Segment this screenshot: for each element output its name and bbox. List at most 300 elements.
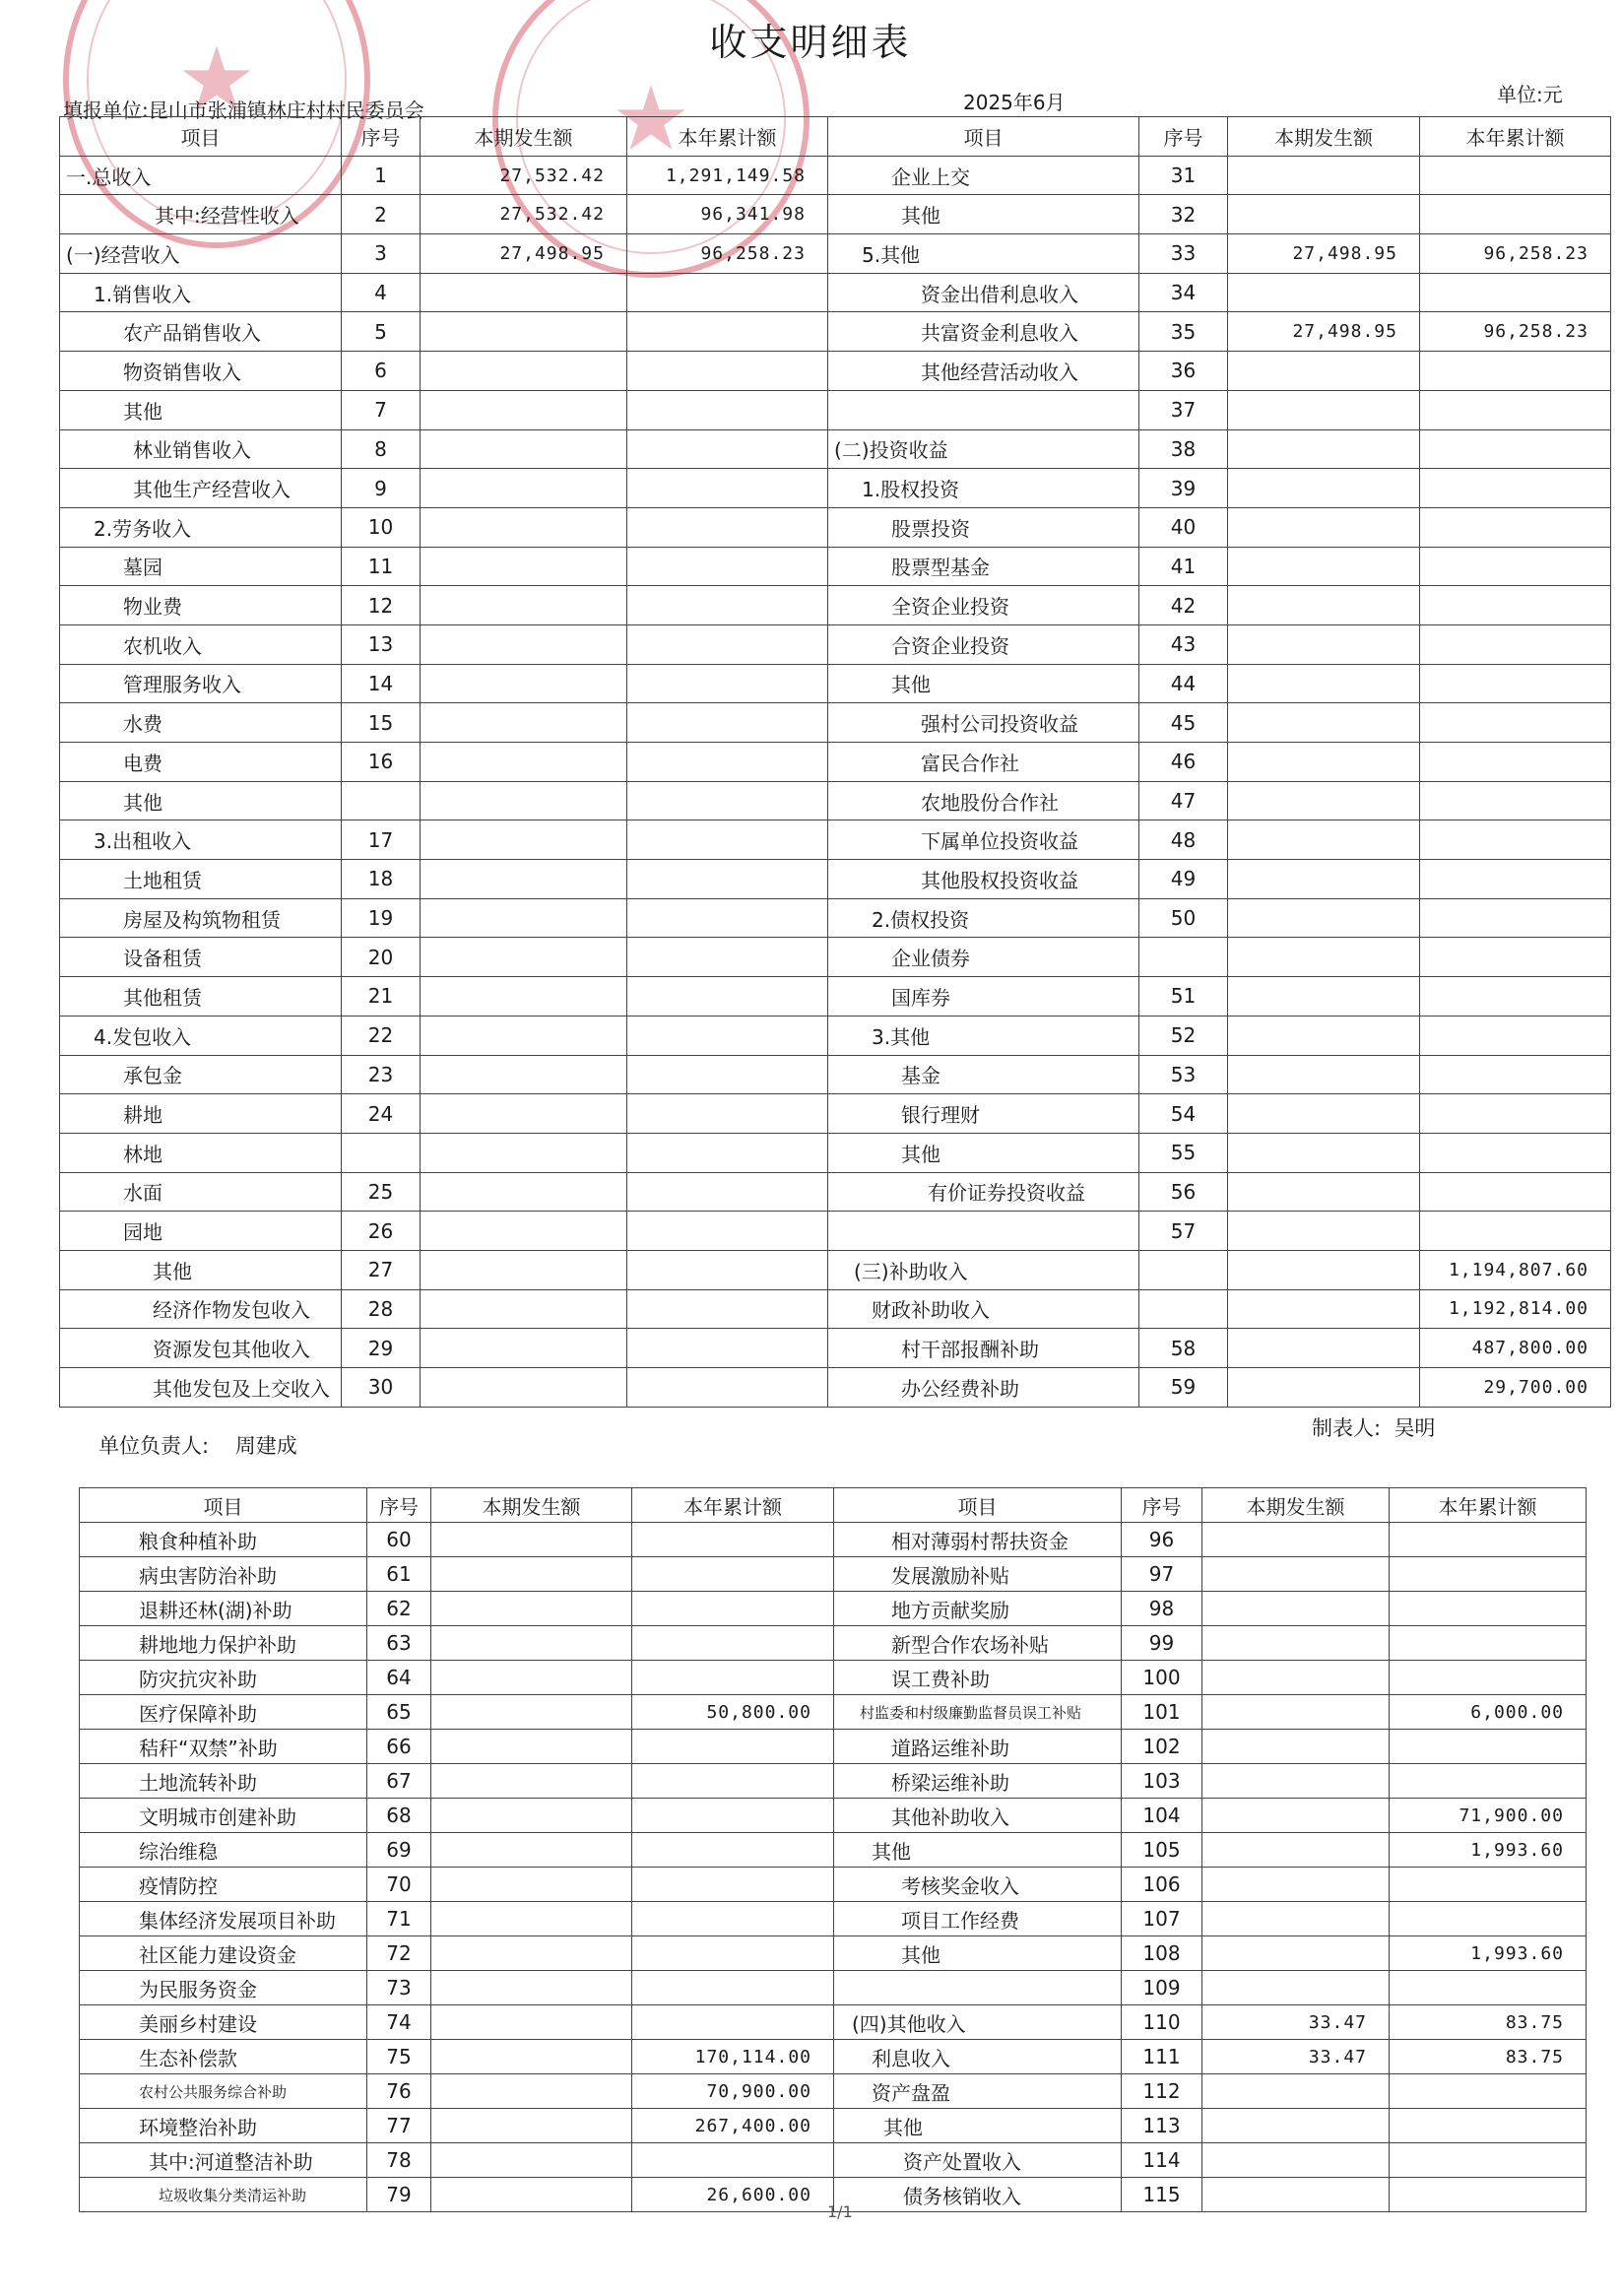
- right-period-cell: [1202, 2143, 1390, 2178]
- right-ytd-cell: [1390, 1557, 1587, 1592]
- right-ytd-cell: [1420, 156, 1611, 195]
- left-item-cell: 其他: [60, 390, 342, 429]
- table-row: [60, 507, 1611, 547]
- left-ytd-cell: [632, 1523, 834, 1557]
- left-period-cell: [431, 1695, 632, 1730]
- right-ytd-cell: [1390, 1902, 1587, 1936]
- right-ytd-cell: [1420, 352, 1611, 391]
- table-row: [60, 1368, 1611, 1408]
- right-seq-cell: 58: [1139, 1329, 1228, 1368]
- right-item-cell: 资金出借利息收入: [828, 273, 1139, 312]
- left-ytd-cell: [627, 469, 828, 508]
- right-ytd-cell: [1420, 469, 1611, 508]
- table-row: [80, 1971, 1587, 2005]
- left-seq-cell: 70: [367, 1868, 431, 1902]
- left-ytd-cell: [632, 1936, 834, 1971]
- left-ytd-cell: [627, 938, 828, 977]
- left-ytd-cell: [627, 743, 828, 782]
- right-item-cell: 相对薄弱村帮扶资金: [834, 1523, 1122, 1557]
- left-period-cell: [421, 469, 627, 508]
- left-period-cell: [431, 1936, 632, 1971]
- left-seq-cell: 76: [367, 2074, 431, 2109]
- right-seq-cell: 39: [1139, 469, 1228, 508]
- left-seq-cell: 21: [342, 977, 421, 1017]
- right-seq-cell: 47: [1139, 781, 1228, 820]
- left-period-cell: [431, 2178, 632, 2212]
- left-seq-cell: 12: [342, 586, 421, 625]
- table-row: [80, 1868, 1587, 1902]
- right-period-cell: 27,498.95: [1228, 234, 1420, 274]
- left-period-cell: [421, 1055, 627, 1094]
- left-item-cell: 其他生产经营收入: [60, 469, 342, 508]
- page-number: 1/1: [827, 2202, 853, 2221]
- right-item-cell: [828, 1212, 1139, 1251]
- right-seq-cell: 115: [1122, 2178, 1202, 2212]
- right-item-cell: 其他: [828, 664, 1139, 703]
- left-seq-cell: 73: [367, 1971, 431, 2005]
- right-period-cell: [1228, 507, 1420, 547]
- right-seq-cell: 96: [1122, 1523, 1202, 1557]
- right-seq-cell: 48: [1139, 820, 1228, 860]
- right-period-cell: [1228, 938, 1420, 977]
- left-seq-cell: 6: [342, 352, 421, 391]
- right-item-cell: 资产盘盈: [834, 2074, 1122, 2109]
- table-row: [80, 1833, 1587, 1868]
- right-item-cell: 村监委和村级廉勤监督员误工补贴: [834, 1695, 1122, 1730]
- left-seq-cell: 29: [342, 1329, 421, 1368]
- right-seq-cell: 50: [1139, 898, 1228, 938]
- right-seq-cell: 114: [1122, 2143, 1202, 2178]
- left-period-cell: [431, 1730, 632, 1764]
- right-seq-cell: 112: [1122, 2074, 1202, 2109]
- right-period-cell: [1202, 1626, 1390, 1661]
- right-period-cell: [1228, 547, 1420, 586]
- right-item-cell: 企业上交: [828, 156, 1139, 195]
- left-seq-cell: 2: [342, 195, 421, 234]
- right-period-cell: [1228, 743, 1420, 782]
- table-row: [80, 2074, 1587, 2109]
- right-ytd-cell: [1420, 507, 1611, 547]
- right-ytd-cell: 71,900.00: [1390, 1799, 1587, 1833]
- left-ytd-cell: [627, 586, 828, 625]
- left-period-cell: [431, 2040, 632, 2074]
- right-period-cell: [1202, 2178, 1390, 2212]
- right-seq-cell: 33: [1139, 234, 1228, 274]
- left-ytd-cell: [632, 1626, 834, 1661]
- left-period-cell: [431, 1557, 632, 1592]
- right-period-cell: [1228, 1368, 1420, 1408]
- right-item-cell: 农地股份合作社: [828, 781, 1139, 820]
- right-period-cell: [1202, 1868, 1390, 1902]
- left-seq-cell: 20: [342, 938, 421, 977]
- right-ytd-cell: [1420, 1094, 1611, 1134]
- left-item-cell: 为民服务资金: [80, 1971, 367, 2005]
- right-seq-cell: 42: [1139, 586, 1228, 625]
- right-item-cell: 其他股权投资收益: [828, 860, 1139, 899]
- right-ytd-cell: [1420, 624, 1611, 664]
- right-ytd-cell: [1420, 1172, 1611, 1212]
- left-period-cell: [421, 1212, 627, 1251]
- left-item-cell: 房屋及构筑物租赁: [60, 898, 342, 938]
- right-item-cell: 其他补助收入: [834, 1799, 1122, 1833]
- left-period-cell: [431, 2074, 632, 2109]
- right-seq-cell: 56: [1139, 1172, 1228, 1212]
- header-period: 本期发生额: [1228, 117, 1420, 157]
- table-row: [80, 1557, 1587, 1592]
- table-row: [60, 1250, 1611, 1289]
- left-ytd-cell: [627, 1055, 828, 1094]
- right-item-cell: 村干部报酬补助: [828, 1329, 1139, 1368]
- left-item-cell: 一.总收入: [60, 156, 342, 195]
- right-seq-cell: [1139, 1250, 1228, 1289]
- right-ytd-cell: 1,993.60: [1390, 1936, 1587, 1971]
- left-item-cell: 4.发包收入: [60, 1016, 342, 1055]
- right-ytd-cell: [1390, 1661, 1587, 1695]
- left-period-cell: [421, 1133, 627, 1172]
- table-row: [60, 938, 1611, 977]
- table-row: [60, 195, 1611, 234]
- right-seq-cell: 52: [1139, 1016, 1228, 1055]
- left-period-cell: [421, 312, 627, 352]
- right-period-cell: [1202, 1799, 1390, 1833]
- header-item: 项目: [828, 117, 1139, 157]
- left-ytd-cell: [627, 624, 828, 664]
- left-item-cell: 其他租赁: [60, 977, 342, 1017]
- left-period-cell: [431, 1971, 632, 2005]
- left-period-cell: [431, 1661, 632, 1695]
- right-ytd-cell: [1390, 1592, 1587, 1626]
- left-period-cell: [421, 586, 627, 625]
- left-ytd-cell: [627, 781, 828, 820]
- right-item-cell: 项目工作经费: [834, 1902, 1122, 1936]
- right-seq-cell: 31: [1139, 156, 1228, 195]
- header-seq: 序号: [1139, 117, 1228, 157]
- left-period-cell: 27,498.95: [421, 234, 627, 274]
- left-item-cell: 耕地地力保护补助: [80, 1626, 367, 1661]
- table-row: [60, 234, 1611, 274]
- left-seq-cell: 69: [367, 1833, 431, 1868]
- left-item-cell: 社区能力建设资金: [80, 1936, 367, 1971]
- right-ytd-cell: 1,192,814.00: [1420, 1289, 1611, 1329]
- left-seq-cell: 71: [367, 1902, 431, 1936]
- right-period-cell: [1228, 664, 1420, 703]
- left-item-cell: 防灾抗灾补助: [80, 1661, 367, 1695]
- left-period-cell: [431, 1764, 632, 1799]
- right-ytd-cell: [1420, 977, 1611, 1017]
- table-row: [80, 1764, 1587, 1799]
- right-ytd-cell: [1420, 664, 1611, 703]
- table-row: [80, 2005, 1587, 2040]
- left-seq-cell: 1: [342, 156, 421, 195]
- left-ytd-cell: [632, 2143, 834, 2178]
- table-row: [60, 781, 1611, 820]
- left-ytd-cell: [632, 2005, 834, 2040]
- left-ytd-cell: [627, 390, 828, 429]
- left-item-cell: 垃圾收集分类清运补助: [80, 2178, 367, 2212]
- left-item-cell: 土地租赁: [60, 860, 342, 899]
- right-ytd-cell: [1390, 2074, 1587, 2109]
- left-ytd-cell: [627, 1094, 828, 1134]
- right-seq-cell: 54: [1139, 1094, 1228, 1134]
- right-ytd-cell: [1390, 2143, 1587, 2178]
- right-item-cell: 2.债权投资: [828, 898, 1139, 938]
- header-ytd: 本年累计额: [627, 117, 828, 157]
- left-seq-cell: 4: [342, 273, 421, 312]
- right-seq-cell: 43: [1139, 624, 1228, 664]
- right-ytd-cell: [1390, 1764, 1587, 1799]
- right-seq-cell: [1139, 938, 1228, 977]
- left-ytd-cell: 96,258.23: [627, 234, 828, 274]
- left-ytd-cell: [627, 664, 828, 703]
- right-item-cell: 全资企业投资: [828, 586, 1139, 625]
- income-table-top: [59, 116, 1611, 1408]
- left-seq-cell: 23: [342, 1055, 421, 1094]
- left-period-cell: [421, 781, 627, 820]
- right-period-cell: 33.47: [1202, 2005, 1390, 2040]
- right-item-cell: 新型合作农场补贴: [834, 1626, 1122, 1661]
- left-ytd-cell: [632, 1799, 834, 1833]
- left-seq-cell: 8: [342, 429, 421, 469]
- right-ytd-cell: [1420, 547, 1611, 586]
- preparer-signature: [1312, 1412, 1435, 1442]
- left-seq-cell: 19: [342, 898, 421, 938]
- left-period-cell: [421, 664, 627, 703]
- right-period-cell: 27,498.95: [1228, 312, 1420, 352]
- right-period-cell: [1228, 195, 1420, 234]
- left-period-cell: [421, 703, 627, 743]
- left-seq-cell: 65: [367, 1695, 431, 1730]
- right-seq-cell: 53: [1139, 1055, 1228, 1094]
- reporting-unit: 填报单位:昆山市张浦镇林庄村村民委员会: [63, 98, 424, 122]
- unit-head-signature: [98, 1430, 297, 1460]
- left-period-cell: [421, 1329, 627, 1368]
- left-ytd-cell: [632, 1661, 834, 1695]
- right-item-cell: 财政补助收入: [828, 1289, 1139, 1329]
- right-ytd-cell: [1390, 2109, 1587, 2143]
- table-row: [60, 898, 1611, 938]
- left-seq-cell: 16: [342, 743, 421, 782]
- header-period: 本期发生额: [431, 1488, 632, 1523]
- header-ytd: 本年累计额: [1390, 1488, 1587, 1523]
- right-item-cell: 5.其他: [828, 234, 1139, 274]
- table-row: [60, 977, 1611, 1017]
- table-row: [80, 1523, 1587, 1557]
- right-ytd-cell: [1420, 860, 1611, 899]
- left-seq-cell: 26: [342, 1212, 421, 1251]
- right-period-cell: [1202, 1557, 1390, 1592]
- table-row: [60, 1329, 1611, 1368]
- left-item-cell: 环境整治补助: [80, 2109, 367, 2143]
- left-ytd-cell: [627, 1289, 828, 1329]
- table-row: [60, 312, 1611, 352]
- left-ytd-cell: [627, 820, 828, 860]
- left-ytd-cell: [632, 1730, 834, 1764]
- right-ytd-cell: [1390, 2178, 1587, 2212]
- left-item-cell: 3.出租收入: [60, 820, 342, 860]
- left-ytd-cell: 1,291,149.58: [627, 156, 828, 195]
- table-row: [60, 1055, 1611, 1094]
- left-ytd-cell: [632, 1902, 834, 1936]
- official-seal-stamp: ★: [63, 0, 370, 248]
- right-period-cell: [1228, 352, 1420, 391]
- right-ytd-cell: [1420, 743, 1611, 782]
- right-item-cell: 基金: [828, 1055, 1139, 1094]
- left-seq-cell: 25: [342, 1172, 421, 1212]
- right-item-cell: 债务核销收入: [834, 2178, 1122, 2212]
- left-seq-cell: 63: [367, 1626, 431, 1661]
- right-period-cell: [1228, 586, 1420, 625]
- left-period-cell: [431, 1523, 632, 1557]
- left-item-cell: 其中:河道整洁补助: [80, 2143, 367, 2178]
- right-ytd-cell: 1,993.60: [1390, 1833, 1587, 1868]
- left-period-cell: [421, 352, 627, 391]
- left-seq-cell: 61: [367, 1557, 431, 1592]
- left-ytd-cell: 50,800.00: [632, 1695, 834, 1730]
- right-period-cell: [1202, 1833, 1390, 1868]
- left-period-cell: [421, 938, 627, 977]
- right-period-cell: [1202, 1936, 1390, 1971]
- right-item-cell: 其他: [828, 1133, 1139, 1172]
- right-period-cell: [1228, 390, 1420, 429]
- left-ytd-cell: 96,341.98: [627, 195, 828, 234]
- right-ytd-cell: [1420, 703, 1611, 743]
- right-ytd-cell: [1420, 1212, 1611, 1251]
- right-item-cell: 其他: [834, 1936, 1122, 1971]
- left-ytd-cell: 26,600.00: [632, 2178, 834, 2212]
- left-ytd-cell: [627, 860, 828, 899]
- left-item-cell: 水费: [60, 703, 342, 743]
- right-period-cell: [1228, 1172, 1420, 1212]
- left-ytd-cell: [627, 429, 828, 469]
- right-seq-cell: 41: [1139, 547, 1228, 586]
- right-item-cell: (三)补助收入: [828, 1250, 1139, 1289]
- right-ytd-cell: 96,258.23: [1420, 312, 1611, 352]
- table-row: [80, 1626, 1587, 1661]
- right-seq-cell: 106: [1122, 1868, 1202, 1902]
- right-ytd-cell: 83.75: [1390, 2040, 1587, 2074]
- left-item-cell: 其他发包及上交收入: [60, 1368, 342, 1408]
- left-item-cell: 1.销售收入: [60, 273, 342, 312]
- header-ytd: 本年累计额: [632, 1488, 834, 1523]
- right-period-cell: [1228, 1250, 1420, 1289]
- right-seq-cell: 38: [1139, 429, 1228, 469]
- right-ytd-cell: [1420, 1133, 1611, 1172]
- left-item-cell: 粮食种植补助: [80, 1523, 367, 1557]
- left-item-cell: 林地: [60, 1133, 342, 1172]
- left-period-cell: [421, 1172, 627, 1212]
- left-ytd-cell: [627, 547, 828, 586]
- right-ytd-cell: [1390, 1868, 1587, 1902]
- table-row: [60, 1289, 1611, 1329]
- left-item-cell: 墓园: [60, 547, 342, 586]
- left-seq-cell: 78: [367, 2143, 431, 2178]
- left-item-cell: 资源发包其他收入: [60, 1329, 342, 1368]
- left-seq-cell: 22: [342, 1016, 421, 1055]
- left-period-cell: [431, 2005, 632, 2040]
- right-period-cell: [1202, 1902, 1390, 1936]
- table-row: [60, 624, 1611, 664]
- left-ytd-cell: [632, 1592, 834, 1626]
- left-item-cell: (一)经营收入: [60, 234, 342, 274]
- left-ytd-cell: [632, 1971, 834, 2005]
- right-item-cell: 富民合作社: [828, 743, 1139, 782]
- right-item-cell: 办公经费补助: [828, 1368, 1139, 1408]
- header-seq: 序号: [367, 1488, 431, 1523]
- right-ytd-cell: [1420, 390, 1611, 429]
- right-period-cell: [1228, 781, 1420, 820]
- right-period-cell: [1228, 1055, 1420, 1094]
- right-seq-cell: 101: [1122, 1695, 1202, 1730]
- left-ytd-cell: [627, 1250, 828, 1289]
- right-item-cell: (二)投资收益: [828, 429, 1139, 469]
- table-row: [80, 2109, 1587, 2143]
- left-item-cell: 物业费: [60, 586, 342, 625]
- left-item-cell: 管理服务收入: [60, 664, 342, 703]
- left-seq-cell: 62: [367, 1592, 431, 1626]
- table-row: [60, 703, 1611, 743]
- right-period-cell: [1228, 1329, 1420, 1368]
- right-period-cell: [1202, 1764, 1390, 1799]
- income-table-bottom: [79, 1487, 1587, 2212]
- header-period: 本期发生额: [1202, 1488, 1390, 1523]
- left-ytd-cell: 170,114.00: [632, 2040, 834, 2074]
- right-period-cell: [1228, 1133, 1420, 1172]
- left-seq-cell: 7: [342, 390, 421, 429]
- right-ytd-cell: [1420, 898, 1611, 938]
- header-item: 项目: [60, 117, 342, 157]
- left-period-cell: [421, 820, 627, 860]
- right-item-cell: 误工费补助: [834, 1661, 1122, 1695]
- right-period-cell: [1228, 469, 1420, 508]
- left-seq-cell: 5: [342, 312, 421, 352]
- right-ytd-cell: [1420, 195, 1611, 234]
- left-seq-cell: 64: [367, 1661, 431, 1695]
- left-ytd-cell: [627, 898, 828, 938]
- right-seq-cell: 40: [1139, 507, 1228, 547]
- right-ytd-cell: [1390, 1971, 1587, 2005]
- left-seq-cell: 67: [367, 1764, 431, 1799]
- left-seq-cell: 75: [367, 2040, 431, 2074]
- right-period-cell: [1228, 1212, 1420, 1251]
- left-item-cell: 疫情防控: [80, 1868, 367, 1902]
- header-period: 本期发生额: [421, 117, 627, 157]
- table-row: [60, 1212, 1611, 1251]
- left-seq-cell: [342, 781, 421, 820]
- left-seq-cell: 66: [367, 1730, 431, 1764]
- right-item-cell: 下属单位投资收益: [828, 820, 1139, 860]
- left-seq-cell: [342, 1133, 421, 1172]
- right-seq-cell: 55: [1139, 1133, 1228, 1172]
- right-seq-cell: 105: [1122, 1833, 1202, 1868]
- left-period-cell: [421, 743, 627, 782]
- left-ytd-cell: [627, 273, 828, 312]
- right-seq-cell: 111: [1122, 2040, 1202, 2074]
- right-item-cell: 银行理财: [828, 1094, 1139, 1134]
- right-period-cell: [1228, 820, 1420, 860]
- left-item-cell: 其他: [60, 1250, 342, 1289]
- left-seq-cell: 68: [367, 1799, 431, 1833]
- right-ytd-cell: 6,000.00: [1390, 1695, 1587, 1730]
- left-period-cell: [431, 2143, 632, 2178]
- table-row: [80, 1799, 1587, 1833]
- left-ytd-cell: [627, 1329, 828, 1368]
- right-ytd-cell: [1420, 1016, 1611, 1055]
- left-item-cell: 农机收入: [60, 624, 342, 664]
- left-period-cell: [421, 547, 627, 586]
- table-row: [60, 352, 1611, 391]
- header-seq: 序号: [342, 117, 421, 157]
- right-seq-cell: 110: [1122, 2005, 1202, 2040]
